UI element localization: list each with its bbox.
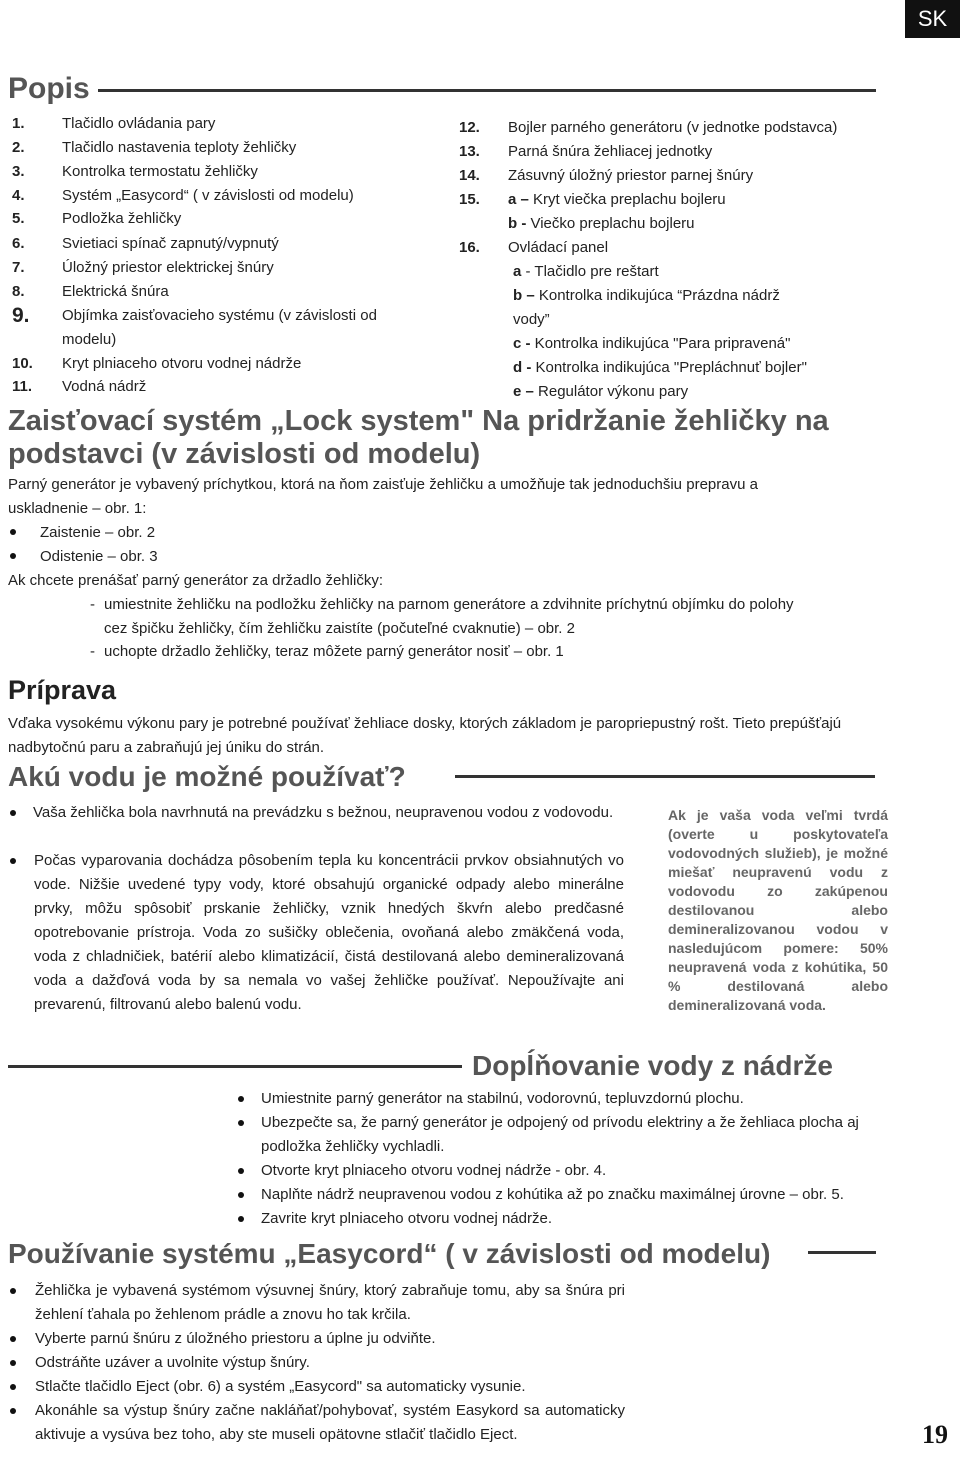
item-letter: a – <box>508 191 529 208</box>
popis-left-item <box>12 331 116 349</box>
item-number: 1. <box>12 115 25 132</box>
priprava-heading: Príprava <box>8 675 117 705</box>
popis-left-item <box>12 235 279 253</box>
item-text: Kontrolka indikujúca "Para pripravená" <box>530 335 791 352</box>
popis-right-item <box>459 383 688 401</box>
doplnovanie-item: Otvorte kryt plniaceho otvoru vodnej nádrže - obr. 4. <box>261 1162 607 1179</box>
bullet-icon <box>10 553 16 559</box>
item-text: Elektrická šnúra <box>62 283 169 300</box>
bullet-icon <box>238 1120 244 1126</box>
item-letter: e – <box>513 383 534 400</box>
easycord-rule <box>808 1251 876 1254</box>
item-letter: d - <box>513 359 532 376</box>
lock-heading-line-1: Zaisťovací systém „Lock system" Na pridržanie žehličky na <box>8 405 829 437</box>
easycord-item: Stlačte tlačidlo Eject (obr. 6) a systém „Easycord" sa automaticky vysunie. <box>35 1378 526 1395</box>
popis-right-item <box>459 215 695 233</box>
item-number: 8. <box>12 283 25 300</box>
easycord-item: Akonáhle sa výstup šnúry začne nakláňať/pohybovať, systém Easykord sa automaticky aktivuje a vysúva bez toho, aby ste museli opätovne stlačiť tlačidlo Eject. <box>35 1402 625 1443</box>
popis-right-item <box>459 335 790 353</box>
item-text: Zásuvný úložný priestor parnej šnúry <box>508 167 754 184</box>
bullet-icon <box>10 1336 16 1342</box>
popis-right-item <box>459 191 726 209</box>
item-text: Tlačidlo nastavenia teploty žehličky <box>62 139 297 156</box>
popis-right-item <box>459 143 712 161</box>
item-text: Systém „Easycord“ ( v závislosti od modelu) <box>62 187 354 204</box>
hard-water-note: Ak je vaša voda veľmi tvrdá (overte u poskytovateľa vodovodných služieb), je možné miešať neupravenú vodu z vodovodu zo zakúpenou destilovanou alebo demineralizovanou vodou v nasledujúcom pomere: 50% neupravená voda z kohútika, 50 % destilovaná alebo demineralizovaná voda. <box>668 807 888 1013</box>
item-text: Kontrolka termostatu žehličky <box>62 163 258 180</box>
bullet-icon <box>10 529 16 535</box>
item-number: 6. <box>12 235 25 252</box>
item-number: 11. <box>12 378 33 395</box>
item-letter: b – <box>513 287 535 304</box>
lock-step-2: uchopte držadlo žehličky, teraz môžete parný generátor nosiť – obr. 1 <box>104 643 564 660</box>
item-number: 3. <box>12 163 25 180</box>
popis-right-item <box>459 263 659 281</box>
popis-right-item <box>459 119 837 137</box>
item-text: Objímka zaisťovacieho systému (v závislosti od <box>62 307 377 324</box>
popis-right-item <box>459 239 608 257</box>
item-text: Parná šnúra žehliacej jednotky <box>508 143 713 160</box>
bullet-icon <box>10 1288 16 1294</box>
item-number: 12. <box>459 119 480 136</box>
language-badge: SK <box>905 0 960 38</box>
item-number: 5. <box>12 210 25 227</box>
item-text: Tlačidlo ovládania pary <box>62 115 216 132</box>
voda-rule <box>455 775 875 778</box>
lock-step-1-line-1: umiestnite žehličku na podložku žehličky na parnom generátore a zdvihnite príchytnú objímku do polohy <box>104 596 794 613</box>
item-number: 7. <box>12 259 25 276</box>
item-text: Úložný priestor elektrickej šnúry <box>62 259 274 276</box>
easycord-item: Žehlička je vybavená systémom výsuvnej šnúry, ktorý zabraňuje tomu, aby sa šnúra pri žehlení ťahala po žehlenom prádle a znovu ho tak krčila. <box>35 1282 625 1323</box>
item-letter: a <box>513 263 522 280</box>
bullet-icon <box>10 1360 16 1366</box>
item-text: Regulátor výkonu pary <box>533 383 689 400</box>
bullet-icon <box>10 1384 16 1390</box>
item-text: Kryt plniaceho otvoru vodnej nádrže <box>62 355 302 372</box>
popis-left-item <box>12 304 377 327</box>
bullet-icon <box>238 1216 244 1222</box>
item-number: 16. <box>459 239 480 256</box>
item-text: Ovládací panel <box>508 239 609 256</box>
popis-left-item <box>12 378 146 396</box>
popis-left-item <box>12 355 301 373</box>
lock-step-1-line-2: cez špičku žehličky, čím žehličku zaistíte (počuteľné cvaknutie) – obr. 2 <box>104 620 575 637</box>
bullet-icon <box>10 1408 16 1414</box>
popis-rule <box>98 89 876 92</box>
bullet-icon <box>238 1096 244 1102</box>
popis-heading: Popis <box>8 72 90 105</box>
voda-bullet-2: Počas vyparovania dochádza pôsobením tepla ku koncentrácii prvkov obsiahnutých vo vode. Nižšie uvedené typy vody, ktoré obsahujú organické odpady alebo minerálne prvky, môžu spôsobiť prskanie žehličky, vznik hnedých škvŕn alebo predčasné opotrebovanie prístroja. Voda zo sušičky oblečenia, ovoňaná alebo zmäkčená voda, voda z chladničiek, batérií alebo klimatizácií, čistá destilovaná alebo demineralizovaná voda a dažďová voda by sa nemala vo vašej žehličke používať. Nepoužívajte ani prevarenú, filtrovanú alebo balenú vodu. <box>34 852 624 1013</box>
popis-right-item <box>459 359 807 377</box>
doplnovanie-item: Zavrite kryt plniaceho otvoru vodnej nádrže. <box>261 1210 552 1227</box>
lock-intro: Parný generátor je vybavený príchytkou, ktorá na ňom zaisťuje žehličku a umožňuje tak jednoduchšiu prepravu a uskladnenie – obr. 1: <box>8 476 758 517</box>
item-text: Svietiaci spínač zapnutý/vypnutý <box>62 235 279 252</box>
popis-left-item <box>12 187 354 205</box>
item-text: Viečko preplachu bojleru <box>526 215 695 232</box>
priprava-paragraph: Vďaka vysokému výkonu pary je potrebné používať žehliace dosky, ktorých základom je paropriepustný rošt. Tieto prepúšťajú nadbytočnú paru a zabraňujú jej úniku do strán. <box>8 715 842 756</box>
page-number: 19 <box>922 1420 948 1449</box>
easycord-item: Vyberte parnú šnúru z úložného priestoru a úplne ju odviňte. <box>35 1330 436 1347</box>
voda-bullet-1: Vaša žehlička bola navrhnutá na prevádzku s bežnou, neupravenou vodou z vodovodu. <box>33 804 614 821</box>
lock-bullet-unlock: Odistenie – obr. 3 <box>40 548 158 565</box>
popis-left-item <box>12 163 258 181</box>
item-text: Kontrolka indikujúca "Prepláchnuť bojler" <box>531 359 807 376</box>
dash-icon: - <box>90 596 95 613</box>
item-number: 9. <box>12 304 30 327</box>
lock-carry-intro: Ak chcete prenášať parný generátor za držadlo žehličky: <box>8 572 383 589</box>
item-number: 10. <box>12 355 33 372</box>
item-number: 2. <box>12 139 25 156</box>
item-number: 13. <box>459 143 480 160</box>
item-number: 4. <box>12 187 25 204</box>
dash-icon: - <box>90 643 95 660</box>
item-text: modelu) <box>62 331 117 348</box>
item-text: Podložka žehličky <box>62 210 182 227</box>
popis-right-item <box>459 287 780 305</box>
easycord-heading: Používanie systému „Easycord“ ( v závislosti od modelu) <box>8 1238 771 1269</box>
popis-left-item <box>12 210 181 228</box>
popis-right-item <box>459 167 753 185</box>
item-number: 15. <box>459 191 480 208</box>
popis-left-item <box>12 283 169 301</box>
item-number: 14. <box>459 167 480 184</box>
doplnovanie-item: Ubezpečte sa, že parný generátor je odpojený od prívodu elektriny a že žehliaca plocha aj podložka žehličky vychladli. <box>261 1114 859 1155</box>
item-letter: c - <box>513 335 531 352</box>
lock-bullet-lock: Zaistenie – obr. 2 <box>40 524 156 541</box>
popis-left-item <box>12 139 296 157</box>
item-text: Bojler parného generátoru (v jednotke podstavca) <box>508 119 838 136</box>
doplnovanie-item: Umiestnite parný generátor na stabilnú, vodorovnú, tepluvzdornú plochu. <box>261 1090 744 1107</box>
item-text: - Tlačidlo pre reštart <box>521 263 659 280</box>
item-text: vody” <box>513 311 550 328</box>
item-text: Kryt viečka preplachu bojleru <box>528 191 726 208</box>
popis-left-item <box>12 259 274 277</box>
lock-heading-line-2: podstavci (v závislosti od modelu) <box>8 438 481 470</box>
doplnovanie-heading: Dopĺňovanie vody z nádrže <box>472 1050 833 1081</box>
item-text: Vodná nádrž <box>62 378 147 395</box>
easycord-item: Odstráňte uzáver a uvolnite výstup šnúry. <box>35 1354 310 1371</box>
popis-left-item <box>12 115 215 133</box>
bullet-icon <box>238 1168 244 1174</box>
item-letter: b - <box>508 215 527 232</box>
doplnovanie-rule <box>8 1065 462 1068</box>
popis-right-item <box>459 311 550 329</box>
bullet-icon <box>238 1192 244 1198</box>
doplnovanie-item: Naplňte nádrž neupravenou vodou z kohútika až po značku maximálnej úrovne – obr. 5. <box>261 1186 844 1203</box>
item-text: Kontrolka indikujúca “Prázdna nádrž <box>534 287 780 304</box>
bullet-icon <box>10 858 16 864</box>
voda-heading: Akú vodu je možné používať? <box>8 761 406 792</box>
